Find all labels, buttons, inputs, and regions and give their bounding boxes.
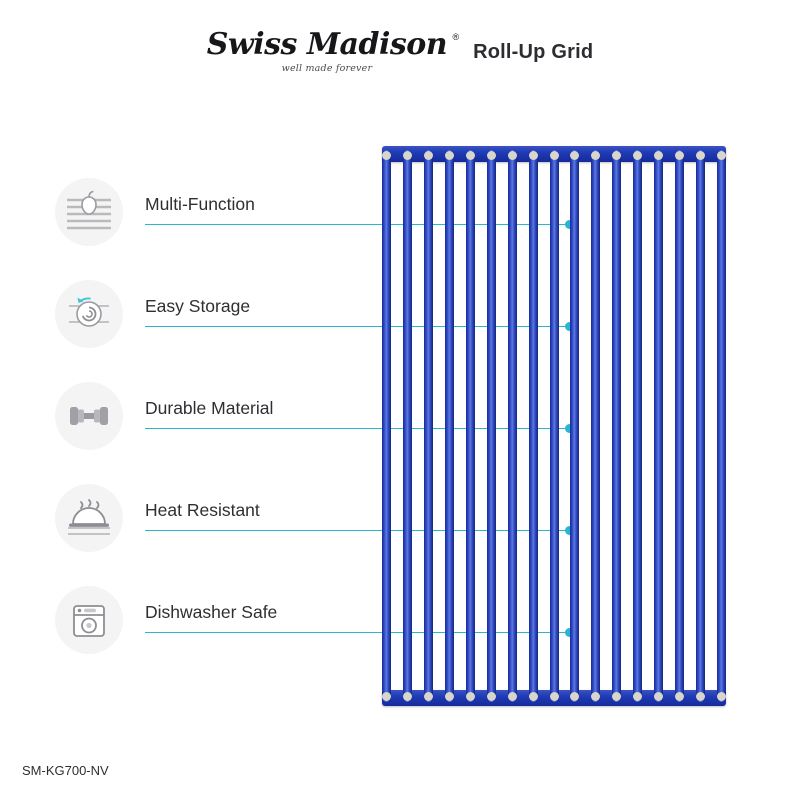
rod-cap-icon — [654, 151, 663, 160]
rod-cap-icon — [717, 151, 726, 160]
sku-label: SM-KG700-NV — [22, 763, 109, 778]
rod-cap-icon — [570, 692, 579, 701]
product-image — [382, 146, 726, 706]
grid-rods — [382, 150, 726, 702]
feature-label: Easy Storage — [145, 296, 251, 316]
rod-cap-icon — [633, 692, 642, 701]
rod-cap-icon — [675, 692, 684, 701]
feature-list — [55, 178, 385, 688]
rod-cap-icon — [382, 692, 391, 701]
rod-cap-icon — [550, 692, 559, 701]
feature-label: Dishwasher Safe — [145, 602, 278, 622]
list-item — [55, 484, 385, 586]
rod-cap-icon — [424, 692, 433, 701]
grid-rod — [445, 150, 454, 702]
rod-cap-icon — [612, 151, 621, 160]
list-item — [55, 382, 385, 484]
hot-dish-steam-icon — [55, 484, 123, 552]
rod-cap-icon — [654, 692, 663, 701]
rod-cap-icon — [508, 692, 517, 701]
grid-rod — [654, 150, 663, 702]
grid-rod — [633, 150, 642, 702]
rod-cap-icon — [550, 151, 559, 160]
rod-cap-icon — [424, 151, 433, 160]
grid-rod — [487, 150, 496, 702]
rod-cap-icon — [570, 151, 579, 160]
grid-rod — [696, 150, 705, 702]
grid-rod — [424, 150, 433, 702]
list-item — [55, 586, 385, 688]
rod-cap-icon — [487, 151, 496, 160]
rod-cap-icon — [487, 692, 496, 701]
rod-cap-icon — [612, 692, 621, 701]
rod-cap-icon — [466, 151, 475, 160]
rod-cap-icon — [403, 151, 412, 160]
grid-rod — [675, 150, 684, 702]
rod-cap-icon — [382, 151, 391, 160]
dumbbell-icon — [55, 382, 123, 450]
feature-label: Durable Material — [145, 398, 274, 418]
grid-rod — [612, 150, 621, 702]
list-item — [55, 280, 385, 382]
apple-stripes-icon — [55, 178, 123, 246]
rod-cap-icon — [696, 692, 705, 701]
grid-rod — [550, 150, 559, 702]
page-title: Roll-Up Grid — [473, 40, 594, 63]
grid-rod — [382, 150, 391, 702]
rod-cap-icon — [696, 151, 705, 160]
rod-cap-icon — [675, 151, 684, 160]
grid-rod — [717, 150, 726, 702]
rod-cap-icon — [529, 692, 538, 701]
roll-spiral-icon — [55, 280, 123, 348]
grid-rod — [508, 150, 517, 702]
rod-cap-icon — [591, 692, 600, 701]
rod-cap-icon — [403, 692, 412, 701]
list-item — [55, 178, 385, 280]
rod-cap-icon — [466, 692, 475, 701]
grid-rod — [466, 150, 475, 702]
grid-rod — [591, 150, 600, 702]
grid-rod — [529, 150, 538, 702]
rod-cap-icon — [717, 692, 726, 701]
brand-name: Swiss Madison — [206, 27, 448, 62]
rod-cap-icon — [445, 151, 454, 160]
grid-rod — [403, 150, 412, 702]
registered-trademark-icon: ® — [452, 32, 460, 42]
grid-rod — [570, 150, 579, 702]
rod-cap-icon — [529, 151, 538, 160]
feature-label: Heat Resistant — [145, 500, 260, 520]
rod-cap-icon — [508, 151, 517, 160]
dishwasher-icon — [55, 586, 123, 654]
rod-cap-icon — [591, 151, 600, 160]
feature-label: Multi-Function — [145, 194, 255, 214]
rod-cap-icon — [633, 151, 642, 160]
rod-cap-icon — [445, 692, 454, 701]
page-header — [0, 22, 800, 82]
brand-logo — [206, 27, 460, 74]
brand-tagline: well made forever — [281, 63, 373, 74]
